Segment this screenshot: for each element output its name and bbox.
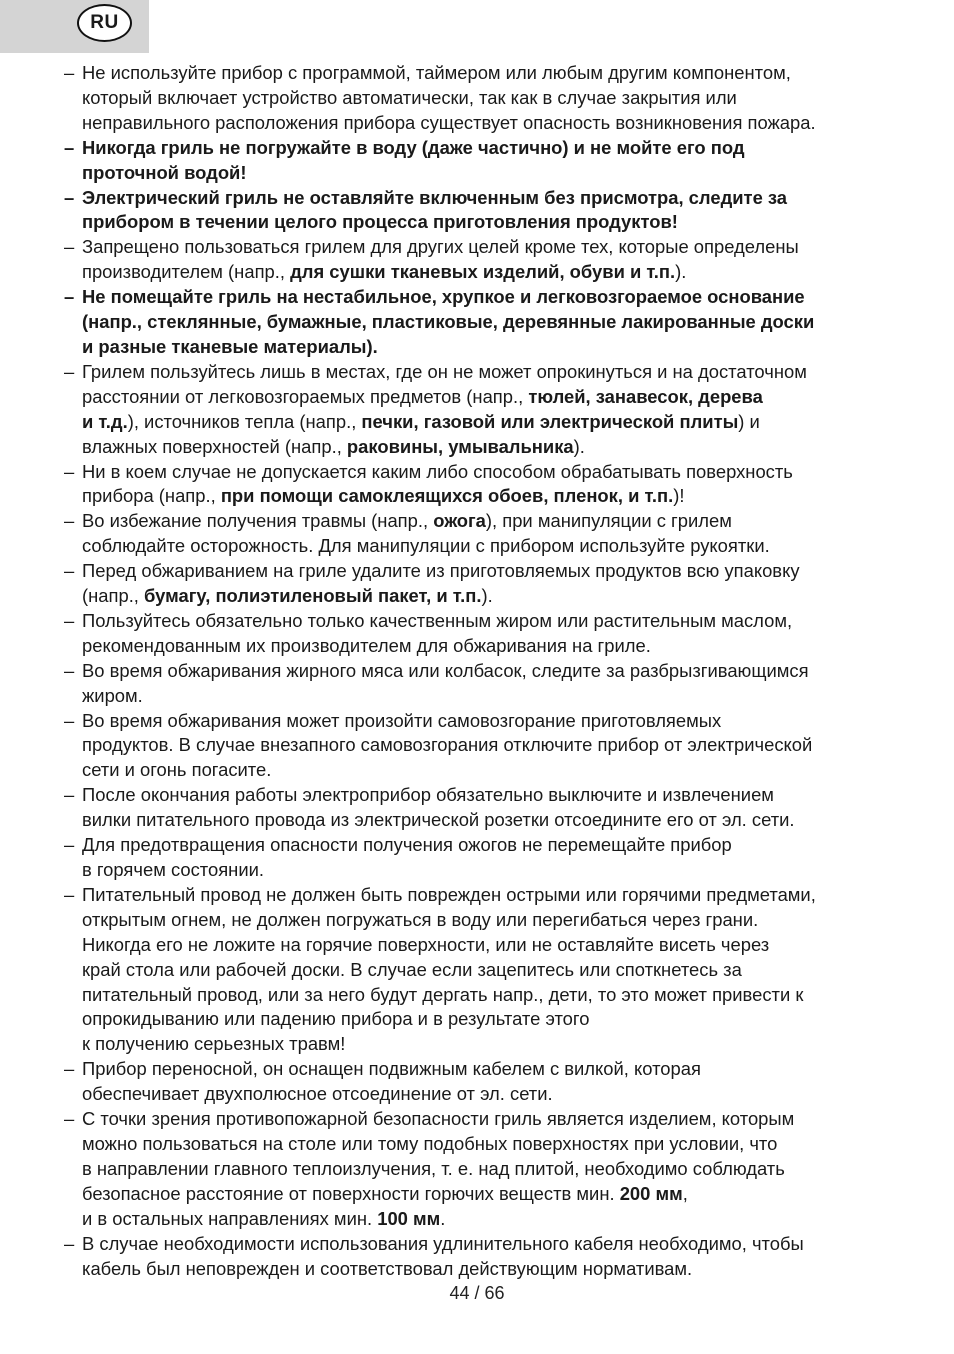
list-item-text (82, 609, 914, 659)
list-item-text (82, 360, 914, 460)
list-dash: – (64, 460, 75, 482)
emphasis-text: 200 мм (619, 1182, 683, 1204)
text-segment: Во избежание получения травмы (напр., (82, 510, 434, 532)
text-line (82, 186, 914, 211)
text-line (82, 1207, 914, 1232)
list-dash: – (64, 286, 75, 308)
text-segment: расстоянии от легковозгораемых предметов (напр., (82, 385, 529, 407)
text-segment: край стола или рабочей доски. В случае если зацепитесь или споткнетесь за (82, 958, 742, 980)
text-segment: открытым огнем, не должен погружаться в воду или перегибаться через грани. (82, 908, 759, 930)
list-dash: – (64, 186, 75, 208)
emphasis-text: раковины, умывальника (346, 435, 574, 457)
list-item (64, 509, 914, 559)
list-dash: – (64, 1232, 75, 1254)
list-item-text (82, 883, 914, 1057)
text-line (82, 733, 914, 758)
list-item-text (82, 559, 914, 609)
text-line (82, 659, 914, 684)
text-line (82, 260, 914, 285)
list-item-text (82, 833, 914, 883)
emphasis-text: для сушки тканевых изделий, обуви и т.п. (290, 261, 676, 283)
text-line (82, 1157, 914, 1182)
language-tab (0, 0, 149, 53)
text-line (82, 883, 914, 908)
list-dash: – (64, 236, 75, 258)
text-segment: в направлении главного теплоизлучения, т. е. над плитой, необходимо соблюдать (82, 1157, 785, 1179)
text-segment: Во время обжаривания может произойти самовозгорание приготовляемых (82, 709, 722, 731)
list-item-text (82, 61, 914, 136)
list-item (64, 235, 914, 285)
emphasis-text: и т.д. (82, 410, 128, 432)
list-item-text (82, 136, 914, 186)
text-line (82, 709, 914, 734)
list-item-text (82, 186, 914, 236)
list-dash: – (64, 609, 75, 631)
list-item (64, 833, 914, 883)
text-line (82, 983, 914, 1008)
page-number: 44 / 66 (449, 1283, 505, 1303)
emphasis-text: при помощи самоклеящихся обоев, пленок, и т.п. (220, 485, 674, 507)
emphasis-text: тюлей, занавесок, дерева (528, 385, 763, 407)
list-item-text (82, 285, 914, 360)
text-segment: и разные тканевые материалы). (82, 335, 378, 357)
text-segment: ). (481, 585, 493, 607)
emphasis-text: бумагу, полиэтиленовый пакет, и т.п. (144, 585, 482, 607)
text-segment: ). (675, 261, 687, 283)
text-line (82, 509, 914, 534)
text-segment: производителем (напр., (82, 261, 291, 283)
list-dash: – (64, 834, 75, 856)
text-segment: . (440, 1207, 446, 1229)
text-line (82, 758, 914, 783)
text-segment: Ни в коем случае не допускается каким либо способом обрабатывать поверхность (82, 460, 793, 482)
list-item (64, 360, 914, 460)
text-line (82, 1032, 914, 1057)
list-dash: – (64, 883, 75, 905)
list-item-text (82, 509, 914, 559)
list-item (64, 709, 914, 784)
text-segment: и в остальных направлениях мин. (82, 1207, 378, 1229)
list-dash: – (64, 1108, 75, 1130)
text-line (82, 335, 914, 360)
text-line (82, 833, 914, 858)
text-line (82, 310, 914, 335)
text-segment: Никогда гриль не погружайте в воду (даже частично) и не мойте его под (82, 136, 745, 158)
list-dash: – (64, 560, 75, 582)
list-item-text (82, 460, 914, 510)
text-line (82, 210, 914, 235)
list-item (64, 559, 914, 609)
text-segment: обеспечивает двухполюсное отсоединение от эл. сети. (82, 1083, 553, 1105)
text-segment: С точки зрения противопожарной безопасности гриль является изделием, которым (82, 1108, 795, 1130)
text-line (82, 385, 914, 410)
text-line (82, 1257, 914, 1282)
list-item (64, 285, 914, 360)
text-line (82, 410, 914, 435)
text-segment: Запрещено пользоваться грилем для других целей кроме тех, которые определены (82, 236, 799, 258)
text-line (82, 61, 914, 86)
text-line (82, 958, 914, 983)
list-item (64, 883, 914, 1057)
text-line (82, 1007, 914, 1032)
text-line (82, 484, 914, 509)
list-item (64, 1057, 914, 1107)
text-segment: Для предотвращения опасности получения ожогов не перемещайте прибор (82, 834, 732, 856)
text-segment: соблюдайте осторожность. Для манипуляции с прибором используйте рукоятки. (82, 535, 770, 557)
text-segment: , (682, 1182, 688, 1204)
text-segment: Пользуйтесь обязательно только качественным жиром или растительным маслом, (82, 609, 793, 631)
list-dash: – (64, 510, 75, 532)
text-segment: ). (573, 435, 585, 457)
text-segment: В случае необходимости использования удлинительного кабеля необходимо, чтобы (82, 1232, 804, 1254)
text-segment: вилки питательного провода из электрической розетки отсоедините его от эл. сети. (82, 809, 795, 831)
text-segment: ), при манипуляции с грилем (485, 510, 732, 532)
text-line (82, 235, 914, 260)
list-dash: – (64, 784, 75, 806)
text-line (82, 584, 914, 609)
emphasis-text: ожога (433, 510, 486, 532)
text-line (82, 460, 914, 485)
text-line (82, 435, 914, 460)
list-item (64, 609, 914, 659)
text-line (82, 1132, 914, 1157)
list-dash: – (64, 709, 75, 731)
text-segment: (напр., (82, 585, 145, 607)
text-segment: Электрический гриль не оставляйте включенным без присмотра, следите за (82, 186, 788, 208)
text-line (82, 808, 914, 833)
list-item (64, 1107, 914, 1232)
text-line (82, 1232, 914, 1257)
list-item (64, 783, 914, 833)
text-line (82, 1107, 914, 1132)
text-line (82, 1082, 914, 1107)
list-dash: – (64, 360, 75, 382)
text-segment: можно пользоваться на столе или тому подобных поверхностях при условии, что (82, 1132, 778, 1154)
list-item-text (82, 709, 914, 784)
text-segment: кабель был неповрежден и соответствовал действующим нормативам. (82, 1257, 693, 1279)
list-dash: – (64, 659, 75, 681)
text-segment: прибором в течении целого процесса приготовления продуктов! (82, 211, 678, 233)
text-segment: ), источников тепла (напр., (127, 410, 362, 432)
text-line (82, 534, 914, 559)
text-segment: )! (673, 485, 685, 507)
list-dash: – (64, 136, 75, 158)
text-segment: После окончания работы электроприбор обязательно выключите и извлечением (82, 784, 774, 806)
text-segment: питательный провод, или за него будут дергать напр., дети, то это может привести к (82, 983, 804, 1005)
text-segment: рекомендованным их производителем для обжаривания на гриле. (82, 634, 651, 656)
text-line (82, 360, 914, 385)
safety-instructions-list (64, 61, 914, 1281)
emphasis-text: печки, газовой или электрической плиты (361, 410, 739, 432)
list-item-text (82, 235, 914, 285)
text-segment: Во время обжаривания жирного мяса или колбасок, следите за разбрызгивающимся (82, 659, 809, 681)
text-line (82, 908, 914, 933)
text-segment: который включает устройство автоматически, так как в случае закрытия или (82, 86, 737, 108)
text-line (82, 933, 914, 958)
list-item-text (82, 659, 914, 709)
list-item (64, 460, 914, 510)
text-line (82, 1182, 914, 1207)
list-item (64, 186, 914, 236)
list-item (64, 659, 914, 709)
text-line (82, 86, 914, 111)
text-segment: опрокидыванию или падению прибора и в результате этого (82, 1008, 590, 1030)
text-segment: Никогда его не ложите на горячие поверхности, или не оставляйте висеть через (82, 933, 770, 955)
text-segment: Не помещайте гриль на нестабильное, хрупкое и легковозгораемое основание (82, 286, 805, 308)
text-line (82, 111, 914, 136)
text-segment: неправильного расположения прибора существует опасность возникновения пожара. (82, 111, 816, 133)
text-line (82, 559, 914, 584)
language-badge: RU (77, 4, 132, 42)
text-segment: в горячем состоянии. (82, 859, 264, 880)
text-segment: Питательный провод не должен быть поврежден острыми или горячими предметами, (82, 883, 816, 905)
text-line (82, 285, 914, 310)
text-segment: продуктов. В случае внезапного самовозгорания отключите прибор от электрической (82, 734, 813, 756)
text-segment: жиром. (82, 684, 143, 706)
text-segment: (напр., стеклянные, бумажные, пластиковые, деревянные лакированные доски (82, 311, 815, 333)
text-segment: Прибор переносной, он оснащен подвижным кабелем с вилкой, которая (82, 1058, 701, 1080)
text-line (82, 1057, 914, 1082)
text-segment: Перед обжариванием на гриле удалите из приготовляемых продуктов всю упаковку (82, 560, 800, 582)
text-line (82, 634, 914, 659)
text-line (82, 783, 914, 808)
list-item-text (82, 1107, 914, 1232)
text-segment: к получению серьезных травм! (82, 1033, 346, 1055)
list-item (64, 61, 914, 136)
list-item-text (82, 783, 914, 833)
text-segment: Не используйте прибор с программой, таймером или любым другим компонентом, (82, 62, 791, 83)
list-item (64, 136, 914, 186)
text-line (82, 136, 914, 161)
text-segment: влажных поверхностей (напр., (82, 435, 347, 457)
text-segment: проточной водой! (82, 161, 247, 183)
emphasis-text: 100 мм (377, 1207, 441, 1229)
text-segment: безопасное расстояние от поверхности горючих веществ мин. (82, 1182, 620, 1204)
text-line (82, 684, 914, 709)
text-segment: сети и огонь погасите. (82, 759, 272, 781)
list-dash: – (64, 1058, 75, 1080)
text-line (82, 858, 914, 883)
list-item (64, 1232, 914, 1282)
list-item-text (82, 1057, 914, 1107)
list-dash: – (64, 62, 75, 83)
text-line (82, 161, 914, 186)
text-segment: прибора (напр., (82, 485, 221, 507)
list-item-text (82, 1232, 914, 1282)
text-line (82, 609, 914, 634)
text-segment: Грилем пользуйтесь лишь в местах, где он не может опрокинуться и на достаточном (82, 360, 807, 382)
text-segment: ) и (738, 410, 760, 432)
